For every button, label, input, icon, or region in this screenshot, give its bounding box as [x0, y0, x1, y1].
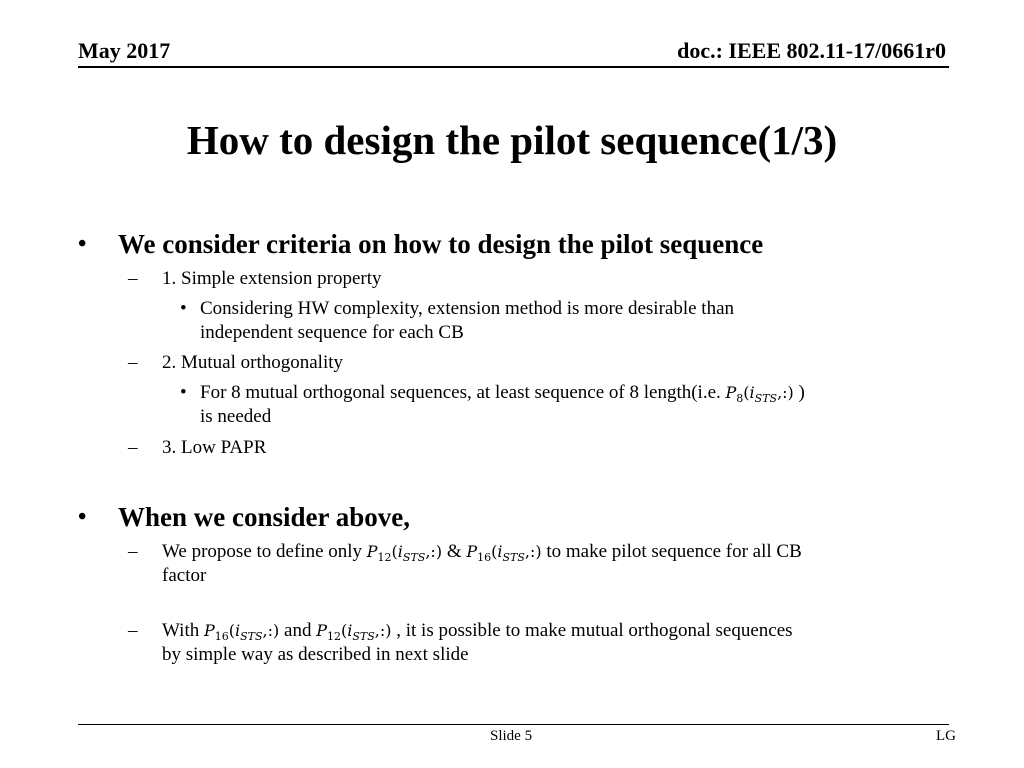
dash-bullet: – [128, 437, 138, 458]
sub-bullet-dot: • [180, 298, 187, 319]
sub-bullet-dot: • [180, 382, 187, 403]
math-p8-ists: $P_8(i_{STS},:)$ [725, 383, 794, 406]
slide-number: Slide 5 [490, 728, 533, 744]
criterion-1: 1. Simple extension property [162, 268, 382, 289]
section2-heading: When we consider above, [118, 502, 411, 532]
math-p16-ists: $P_{16}(i_{STS},:)$ [466, 542, 542, 565]
proposal-line2: factor [162, 565, 207, 586]
math-p16-ists: $P_{16}(i_{STS},:)$ [203, 621, 280, 644]
criterion-1-detail-line2: independent sequence for each CB [200, 322, 464, 343]
criterion-2-detail-line1: For 8 mutual orthogonal sequences, at least sequence of 8 length(i.e. $P_8(i_{STS},:)$ ) [200, 382, 805, 406]
orthogonal-line2: by simple way as described in next slide [162, 644, 469, 665]
proposal-line1: We propose to define only $P_{12}(i_{STS},:)$ & $P_{16}(i_{STS},:)$ to make pilot sequence for all CB [162, 541, 802, 565]
header-date: May 2017 [78, 38, 171, 63]
bullet-dot: • [78, 231, 87, 257]
dash-bullet: – [128, 620, 138, 641]
header-divider [78, 66, 949, 68]
math-p12-ists: $P_{12}(i_{STS},:)$ [366, 542, 443, 565]
bullet-dot: • [78, 504, 87, 530]
section1-heading: We consider criteria on how to design the pilot sequence [118, 229, 764, 259]
orthogonal-line1: With $P_{16}(i_{STS},:)$ and $P_{12}(i_{STS},:)$ , it is possible to make mutual orthogonal sequences [162, 620, 793, 644]
dash-bullet: – [128, 352, 138, 373]
footer-divider [78, 724, 949, 725]
dash-bullet: – [128, 268, 138, 289]
footer-company: LG [936, 728, 956, 744]
criterion-2: 2. Mutual orthogonality [162, 352, 344, 373]
math-p12-ists: $P_{12}(i_{STS},:)$ [316, 621, 392, 644]
slide-title: How to design the pilot sequence(1/3) [186, 117, 838, 163]
criterion-3: 3. Low PAPR [162, 437, 267, 458]
criterion-1-detail-line1: Considering HW complexity, extension method is more desirable than [200, 298, 735, 319]
criterion-2-detail-line2: is needed [200, 406, 272, 427]
dash-bullet: – [128, 541, 138, 562]
header-doc-id: doc.: IEEE 802.11-17/0661r0 [677, 38, 946, 63]
